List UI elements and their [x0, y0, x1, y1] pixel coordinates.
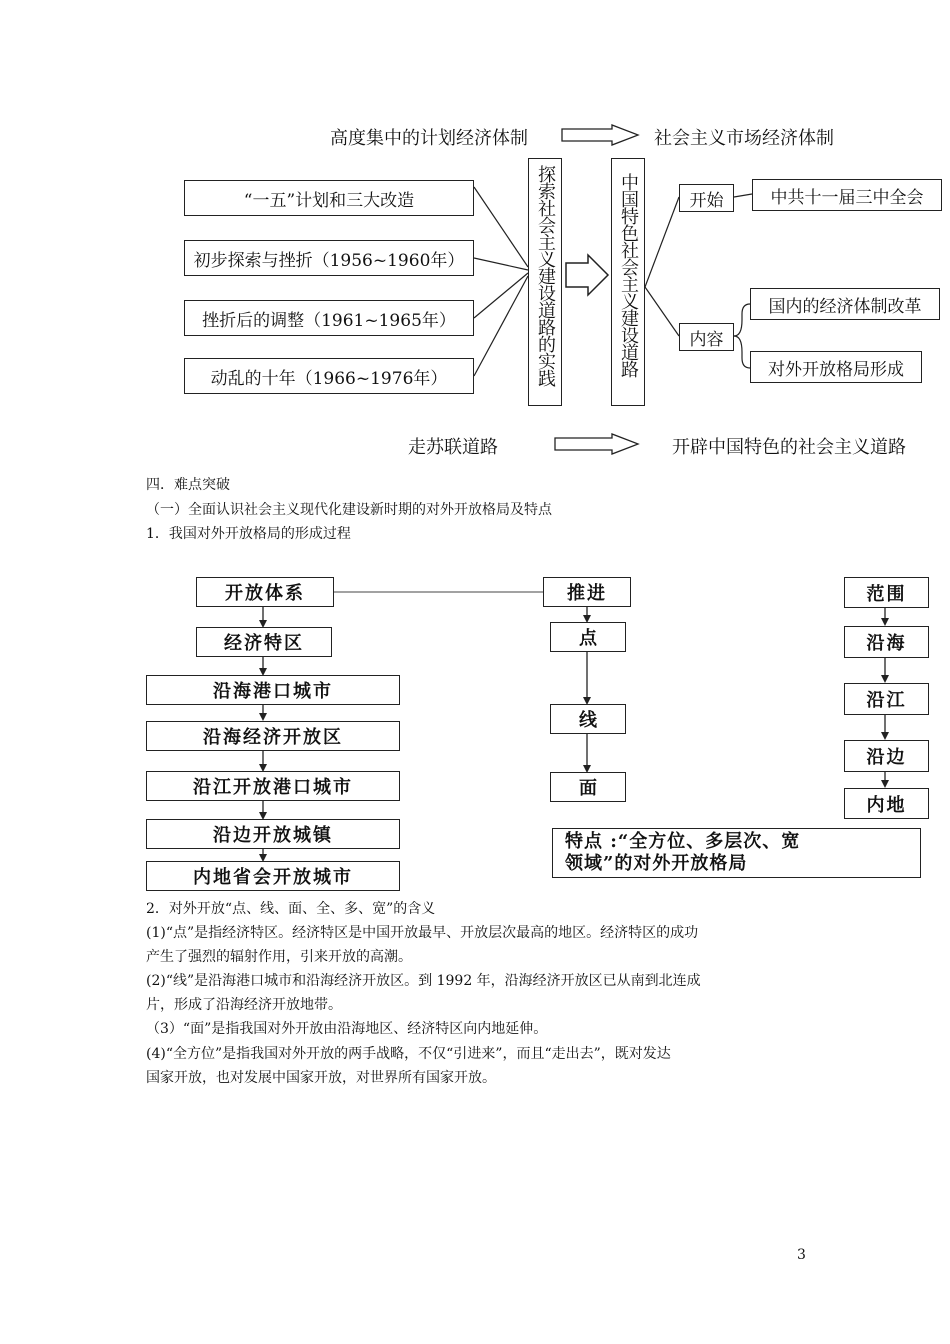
china-path-box-text: 中国特色社会主义建设道路	[618, 173, 639, 377]
advance-label: 推进	[543, 577, 631, 607]
bottom-right-label: 开辟中国特色的社会主义道路	[672, 437, 906, 458]
paragraph-line-4: 片，形成了沿海经济开放地带。	[146, 997, 342, 1013]
paragraph-line-3: (2)“线”是沿海港口城市和沿海经济开放区。到 1992 年，沿海经济开放区已从南到北连成	[146, 973, 701, 989]
bottom-left-label: 走苏联道路	[408, 437, 498, 458]
item1-title: 1．我国对外开放格局的形成过程	[146, 526, 351, 542]
system-item-2: 沿海港口城市	[146, 675, 400, 705]
system-item-6: 内地省会开放城市	[146, 861, 400, 891]
left-item-1: “一五”计划和三大改造	[184, 180, 474, 216]
paragraph-line-7: 国家开放，也对发展中国家开放，对世界所有国家开放。	[146, 1070, 496, 1086]
feature-line-1: 特点 :“全方位、多层次、宽	[565, 831, 801, 852]
paragraph-line-5: （3）“面”是指我国对外开放由沿海地区、经济特区向内地延伸。	[146, 1021, 548, 1037]
feature-box	[552, 828, 921, 878]
explore-box-text: 探索社会主义建设道路的实践	[535, 165, 556, 386]
content-label: 内容	[679, 323, 734, 351]
page-number: 3	[797, 1247, 806, 1263]
system-item-5: 沿边开放城镇	[146, 819, 400, 849]
left-item-4: 动乱的十年（1966~1976年）	[184, 358, 474, 394]
paragraph-line-1: (1)“点”是指经济特区。经济特区是中国开放最早、开放层次最高的地区。经济特区的成功	[146, 925, 699, 941]
scope-item-coast: 沿海	[844, 626, 929, 658]
scope-label: 范围	[844, 577, 929, 608]
left-item-3: 挫折后的调整（1961~1965年）	[184, 300, 474, 336]
feature-line-2: 领域”的对外开放格局	[565, 853, 748, 874]
china-path-box	[611, 158, 645, 406]
top-left-label: 高度集中的计划经济体制	[330, 128, 528, 149]
sub-title: （一）全面认识社会主义现代化建设新时期的对外开放格局及特点	[146, 502, 552, 518]
system-item-3: 沿海经济开放区	[146, 721, 400, 751]
scope-item-border: 沿边	[844, 740, 929, 772]
advance-item-point: 点	[550, 622, 626, 652]
advance-item-plane: 面	[550, 772, 626, 802]
explore-box	[528, 158, 562, 406]
top-right-label: 社会主义市场经济体制	[654, 128, 834, 149]
content-item-2: 对外开放格局形成	[750, 351, 922, 383]
system-item-1: 经济特区	[196, 627, 332, 657]
scope-item-inland: 内地	[844, 788, 929, 819]
system-item-4: 沿江开放港口城市	[146, 771, 400, 801]
system-label: 开放体系	[196, 577, 334, 607]
left-item-2: 初步探索与挫折（1956~1960年）	[184, 240, 474, 276]
paragraph-line-2: 产生了强烈的辐射作用，引来开放的高潮。	[146, 949, 412, 965]
start-label: 开始	[679, 184, 734, 212]
paragraph-line-6: (4)“全方位”是指我国对外开放的两手战略，不仅“引进来”，而且“走出去”，既对发达	[146, 1046, 671, 1062]
start-value: 中共十一届三中全会	[752, 179, 942, 211]
content-item-1: 国内的经济体制改革	[750, 288, 940, 320]
advance-item-line: 线	[550, 704, 626, 734]
scope-item-river: 沿江	[844, 683, 929, 715]
item2-title: 2．对外开放“点、线、面、全、多、宽”的含义	[146, 901, 436, 917]
section-title: 四．难点突破	[146, 477, 230, 493]
